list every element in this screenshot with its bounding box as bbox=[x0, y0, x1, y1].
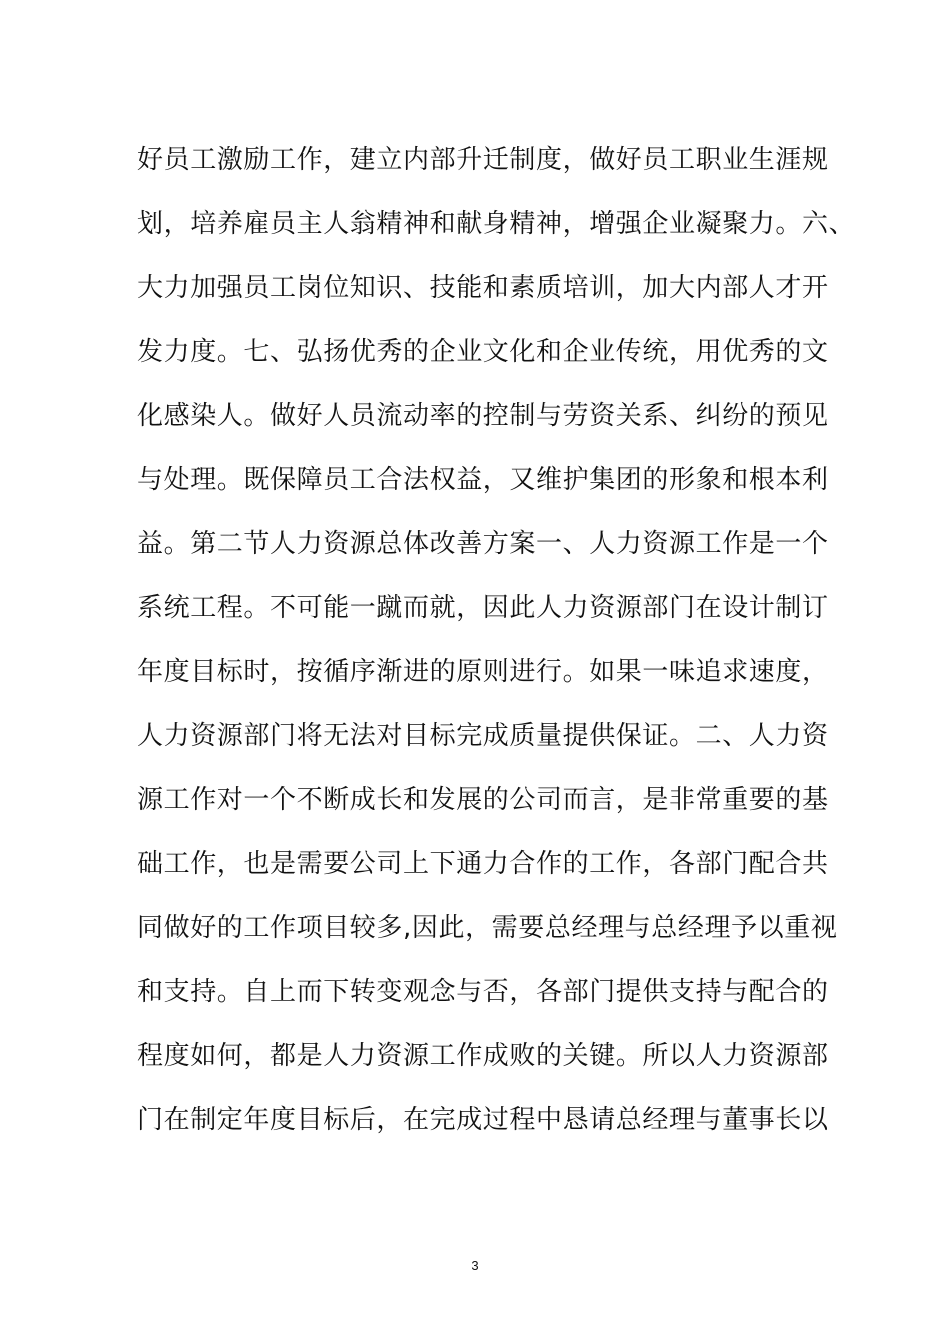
body-text bbox=[137, 128, 856, 1152]
text-line: 和支持。自上而下转变观念与否，各部门提供支持与配合的 bbox=[137, 977, 829, 1007]
text-line: 础工作，也是需要公司上下通力合作的工作，各部门配合共 bbox=[137, 849, 829, 879]
text-line: 好员工激励工作，建立内部升迁制度，做好员工职业生涯规 bbox=[137, 145, 829, 175]
text-line: 大力加强员工岗位知识、技能和素质培训，加大内部人才开 bbox=[137, 273, 829, 303]
text-line: 同做好的工作项目较多,因此，需要总经理与总经理予以重视 bbox=[137, 913, 838, 943]
text-line: 人力资源部门将无法对目标完成质量提供保证。二、人力资 bbox=[137, 721, 829, 751]
text-line: 年度目标时，按循序渐进的原则进行。如果一味追求速度， bbox=[137, 657, 829, 687]
text-line: 系统工程。不可能一蹴而就，因此人力资源部门在设计制订 bbox=[137, 593, 829, 623]
text-line: 发力度。七、弘扬优秀的企业文化和企业传统，用优秀的文 bbox=[137, 337, 829, 367]
text-line: 化感染人。做好人员流动率的控制与劳资关系、纠纷的预见 bbox=[137, 401, 829, 431]
text-line: 门在制定年度目标后，在完成过程中恳请总经理与董事长以 bbox=[137, 1105, 829, 1135]
page-number: 3 bbox=[471, 1258, 479, 1273]
text-line: 与处理。既保障员工合法权益，又维护集团的形象和根本利 bbox=[137, 465, 829, 495]
text-line: 划，培养雇员主人翁精神和献身精神，增强企业凝聚力。六、 bbox=[137, 209, 856, 239]
text-line: 程度如何，都是人力资源工作成败的关键。所以人力资源部 bbox=[137, 1041, 829, 1071]
text-line: 源工作对一个不断成长和发展的公司而言，是非常重要的基 bbox=[137, 785, 829, 815]
text-line: 益。第二节人力资源总体改善方案一、人力资源工作是一个 bbox=[137, 529, 829, 559]
